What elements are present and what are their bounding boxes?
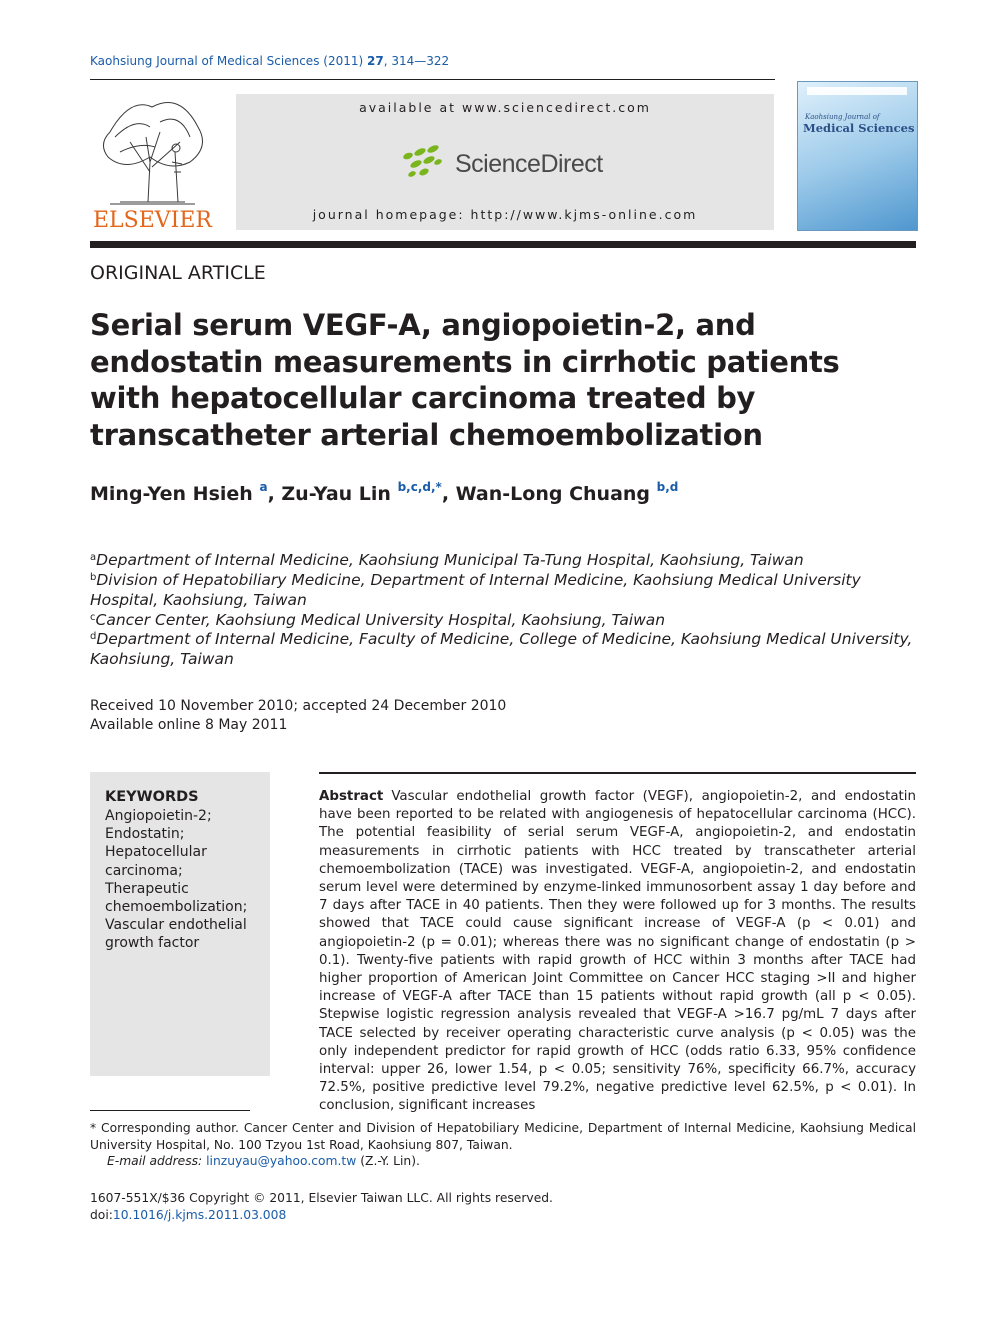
keyword-item: Angiopoietin-2; [105,808,212,824]
email-line [107,1154,420,1168]
cover-title: Medical Sciences [803,121,915,135]
journal-homepage-text[interactable]: journal homepage: http://www.kjms-online.com [312,207,698,222]
article-title: Serial serum VEGF-A, angiopoietin-2, and endostatin measurements in cirrhotic patients with hepatocellular carcinoma treated by transcatheter arterial chemoembolization [90,308,840,452]
keywords-heading: KEYWORDS [105,789,199,805]
author-name: Zu-Yau Lin [281,483,391,505]
journal-cover-image [797,81,918,231]
sciencedirect-wordmark: ScienceDirect [455,150,603,178]
affiliation-mark: a [90,552,97,563]
affiliation-mark: c [90,612,96,623]
author-affiliation-mark[interactable]: b,c,d,* [397,480,442,494]
elsevier-wordmark: ELSEVIER [92,208,212,233]
keyword-item: Therapeutic chemoembolization; [105,880,248,916]
header-divider [90,79,775,80]
journal-pages: 314—322 [391,54,450,68]
article-dates [90,697,506,735]
affiliation-mark: d [90,631,97,642]
footnote-divider [90,1110,250,1111]
keyword-item: Vascular endothelial growth factor [105,917,247,952]
article-type: ORIGINAL ARTICLE [90,262,266,284]
copyright-line: 1607-551X/$36 Copyright © 2011, Elsevier Taiwan LLC. All rights reserved. [90,1191,553,1205]
affiliation: $^c$Cancer Center, Kaohsiung Medical University Hospital, Kaohsiung, Taiwan [90,611,666,629]
author-affiliation-mark[interactable]: b,d [656,480,679,494]
email-label: E-mail address: [107,1154,203,1168]
abstract-label: Abstract [319,789,384,804]
doi-label: doi: [90,1208,113,1222]
author-list: Ming-Yen Hsieh $^a$, Zu-Yau Lin $^{b,c,d,*}$, Wan-Long Chuang $^{b,d}$ [90,480,679,505]
copyright-block [90,1190,553,1224]
abstract-text: Vascular endothelial growth factor (VEGF), angiopoietin-2, and endostatin have been reported to be related with angiogenesis of hepatocellular carcinoma (HCC). The potential feasibility of serial serum VEGF-A, angiopoietin-2, and endostatin measurements in cirrhotic patients with HCC treated by transcatheter arterial chemoembolization (TACE) was investigated. VEGF-A, angiopoietin-2, and endostatin serum level were determined by enzyme-linked immunosorbent assay 1 day before and 7 days after TACE in 40 patients. Then they were followed up for 3 months. The results showed that TACE could cause significant increase of VEGF-A (p < 0.01) and angiopoietin-2 (p = 0.01); whereas there was no significant change of endostatin (p > 0.1). Twenty-five patients with rapid growth of HCC within 3 months after TACE had higher proportion of American Joint Committee on Cancer HCC staging >II and higher increase of VEGF-A after TACE than 15 patients without rapid growth (all p < 0.05). Stepwise logistic regression analysis revealed that VEGF-A >16.7 pg/mL 7 days after TACE selected by receiver operating characteristic curve analysis (p < 0.05) was the only independent predictor for rapid growth of HCC (odds ratio 6.33, 95% confidence interval: upper 26, lower 1.54, p < 0.05; sensitivity 76%, specificity 66.7%, accuracy 72.5%, positive predictive level 79.2%, negative predictive level 62.5%, p < 0.01). In conclusion, significant increases [319,789,916,1114]
keyword-item: Endostatin; [105,826,185,843]
available-online-date: Available online 8 May 2011 [90,717,288,733]
abstract-divider [319,772,916,774]
author-email-link[interactable]: linzuyau@yahoo.com.tw [206,1154,357,1168]
affiliation: $^d$Department of Internal Medicine, Faculty of Medicine, College of Medicine, Kaohsiung Medical University, Kaohsiung, Taiwan [90,630,913,668]
affiliation: $^b$Division of Hepatobiliary Medicine, Department of Internal Medicine, Kaohsiung Medical University Hospital, Kaohsiung, Taiwan [90,571,861,609]
keyword-item: Hepatocellular carcinoma; [105,844,207,879]
affiliation-mark: b [90,572,97,583]
received-accepted-date: Received 10 November 2010; accepted 24 December 2010 [90,698,507,714]
affiliation: $^a$Department of Internal Medicine, Kaohsiung Municipal Ta-Tung Hospital, Kaohsiung, Taiwan [90,551,804,569]
masthead-divider [90,241,916,248]
abstract [319,788,916,1116]
keywords-list [105,807,265,953]
email-suffix: (Z.-Y. Lin). [360,1154,420,1168]
corresponding-author-note: * Corresponding author. Cancer Center and Division of Hepatobiliary Medicine, Department of Internal Medicine, Kaohsiung Medical University Hospital, No. 100 Tzyou 1st Road, Kaohsiung 807, Taiwan. [90,1121,916,1152]
journal-name: Kaohsiung Journal of Medical Sciences (2011) [90,54,364,68]
available-at-text[interactable]: available at www.sciencedirect.com [359,100,651,115]
doi-link[interactable]: 10.1016/j.kjms.2011.03.008 [112,1208,287,1222]
journal-citation[interactable]: Kaohsiung Journal of Medical Sciences (2011) 27, 314—322 [90,54,450,68]
journal-volume: 27 [367,54,384,68]
doi-line [90,1207,553,1224]
author-name: Ming-Yen Hsieh [90,483,253,505]
cover-header-band [807,87,907,95]
author-name: Wan-Long Chuang [455,483,651,505]
author-affiliation-mark[interactable]: a [259,480,268,494]
cover-subtitle: Kaohsiung Journal of [805,113,880,121]
